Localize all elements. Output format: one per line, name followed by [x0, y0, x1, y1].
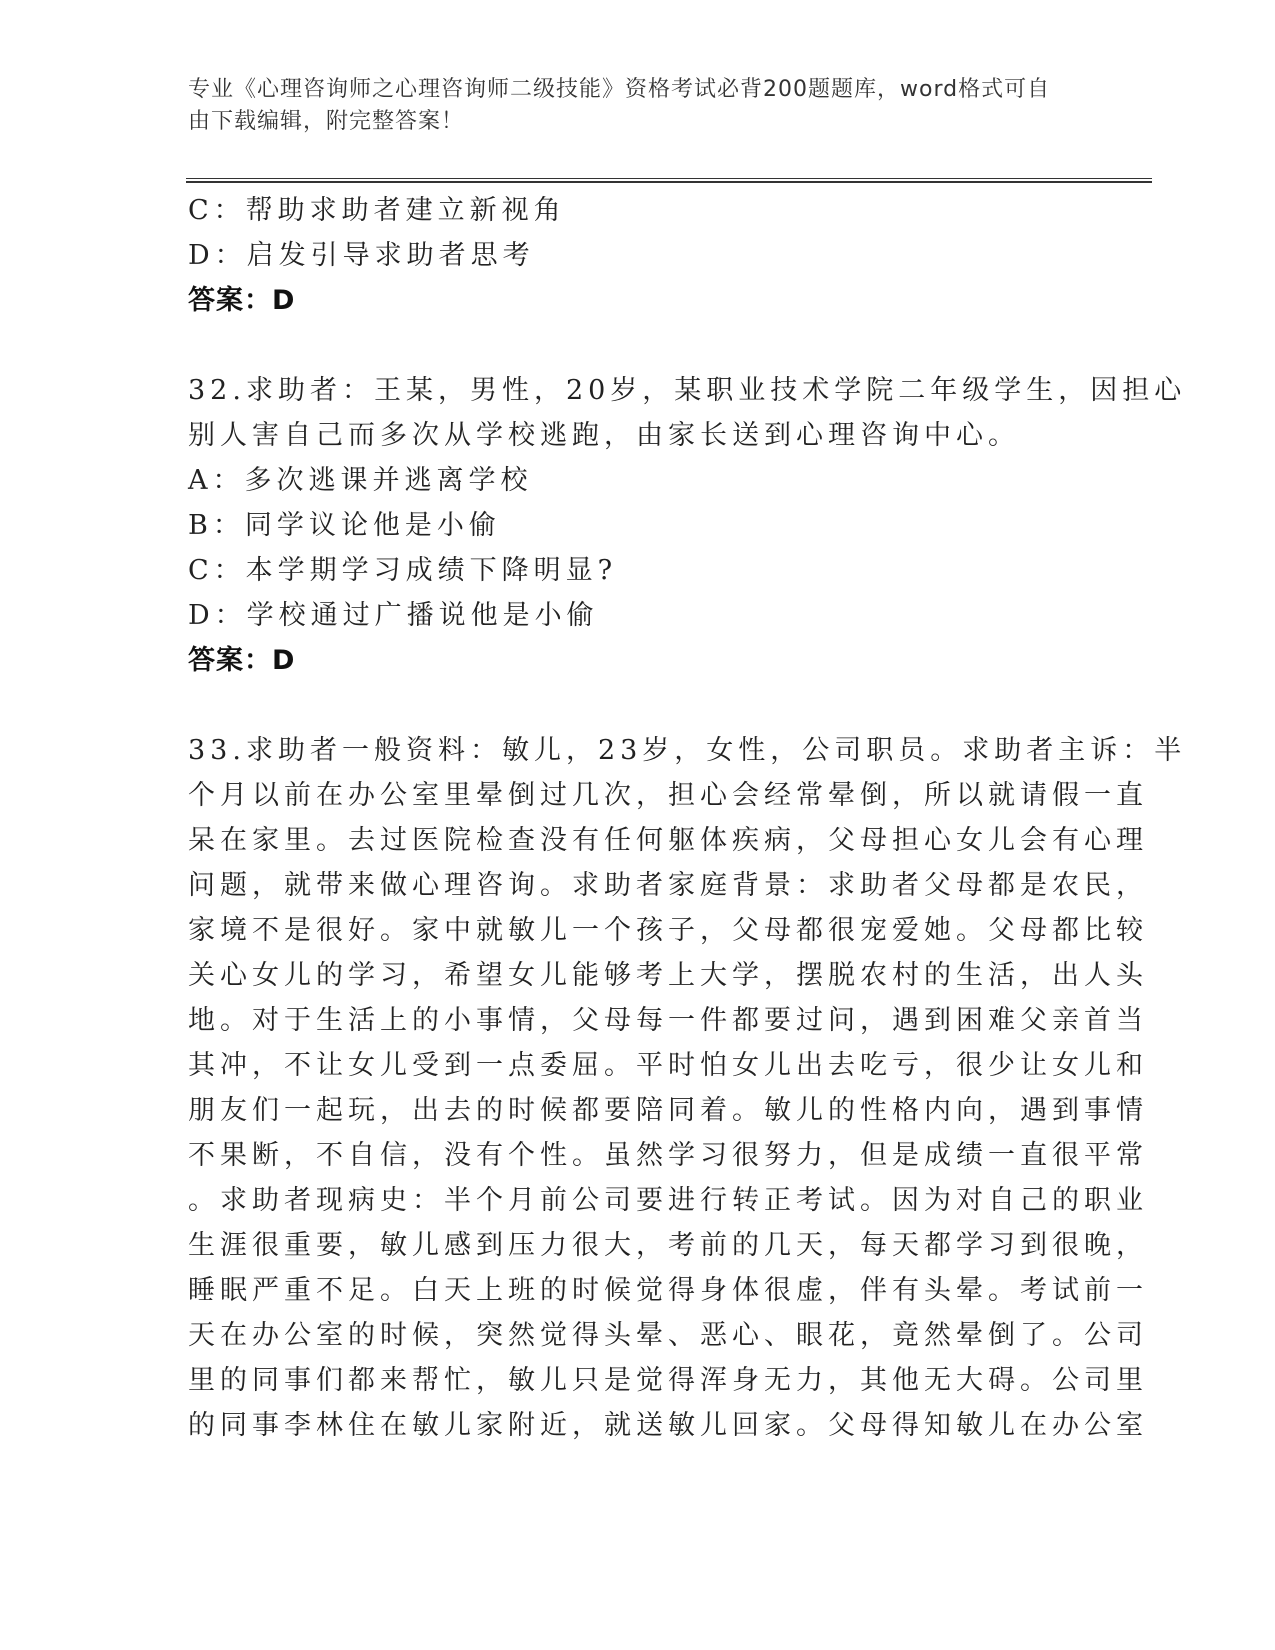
q33-line: 天在办公室的时候，突然觉得头晕、恶心、眼花，竟然晕倒了。公司	[188, 1320, 1148, 1351]
q32-stem-line-2: 别人害自己而多次从学校逃跑，由家长送到心理咨询中心。	[188, 420, 1020, 451]
q33-line: 呆在家里。去过医院检查没有任何躯体疾病，父母担心女儿会有心理	[188, 825, 1148, 856]
q33-line: 朋友们一起玩，出去的时候都要陪同着。敏儿的性格内向，遇到事情	[188, 1095, 1148, 1126]
q33-line: 关心女儿的学习，希望女儿能够考上大学，摆脱农村的生活，出人头	[188, 960, 1148, 991]
q31-option-c: C：帮助求助者建立新视角	[188, 195, 566, 226]
q32-answer: 答案：D	[188, 645, 296, 676]
header-divider	[186, 178, 1152, 183]
q33-line: 33.求助者一般资料：敏儿，23岁，女性，公司职员。求助者主诉：半	[188, 735, 1187, 766]
q32-option-c: C：本学期学习成绩下降明显?	[188, 555, 618, 586]
q33-line: 其冲，不让女儿受到一点委屈。平时怕女儿出去吃亏，很少让女儿和	[188, 1050, 1148, 1081]
q33-line: 地。对于生活上的小事情，父母每一件都要过问，遇到困难父亲首当	[188, 1005, 1148, 1036]
q33-line: 个月以前在办公室里晕倒过几次，担心会经常晕倒，所以就请假一直	[188, 780, 1148, 811]
question-spacer	[188, 683, 1088, 728]
q33-line: 生涯很重要，敏儿感到压力很大，考前的几天，每天都学习到很晚，	[188, 1230, 1148, 1261]
q32-option-d: D：学校通过广播说他是小偷	[188, 600, 599, 631]
question-spacer	[188, 323, 1088, 368]
q31-option-d: D：启发引导求助者思考	[188, 240, 535, 271]
q33-line: 家境不是很好。家中就敏儿一个孩子，父母都很宠爱她。父母都比较	[188, 915, 1148, 946]
document-header-title: 专业《心理咨询师之心理咨询师二级技能》资格考试必背200题题库，word格式可自由下载编辑，附完整答案！	[188, 77, 1051, 134]
q33-line: 睡眠严重不足。白天上班的时候觉得身体很虚，伴有头晕。考试前一	[188, 1275, 1148, 1306]
document-body	[188, 188, 1187, 1448]
q33-line: 里的同事们都来帮忙，敏儿只是觉得浑身无力，其他无大碍。公司里	[188, 1365, 1148, 1396]
q33-line: 。求助者现病史：半个月前公司要进行转正考试。因为对自己的职业	[188, 1185, 1148, 1216]
q33-line: 问题，就带来做心理咨询。求助者家庭背景：求助者父母都是农民，	[188, 870, 1148, 901]
q32-option-b: B：同学议论他是小偷	[188, 510, 501, 541]
q33-line: 不果断，不自信，没有个性。虽然学习很努力，但是成绩一直很平常	[188, 1140, 1148, 1171]
q32-option-a: A：多次逃课并逃离学校	[188, 465, 533, 496]
q31-answer: 答案：D	[188, 285, 296, 316]
q33-line: 的同事李林住在敏儿家附近，就送敏儿回家。父母得知敏儿在办公室	[188, 1410, 1148, 1441]
q32-stem-line-1: 32.求助者：王某，男性，20岁，某职业技术学院二年级学生，因担心	[188, 375, 1187, 406]
